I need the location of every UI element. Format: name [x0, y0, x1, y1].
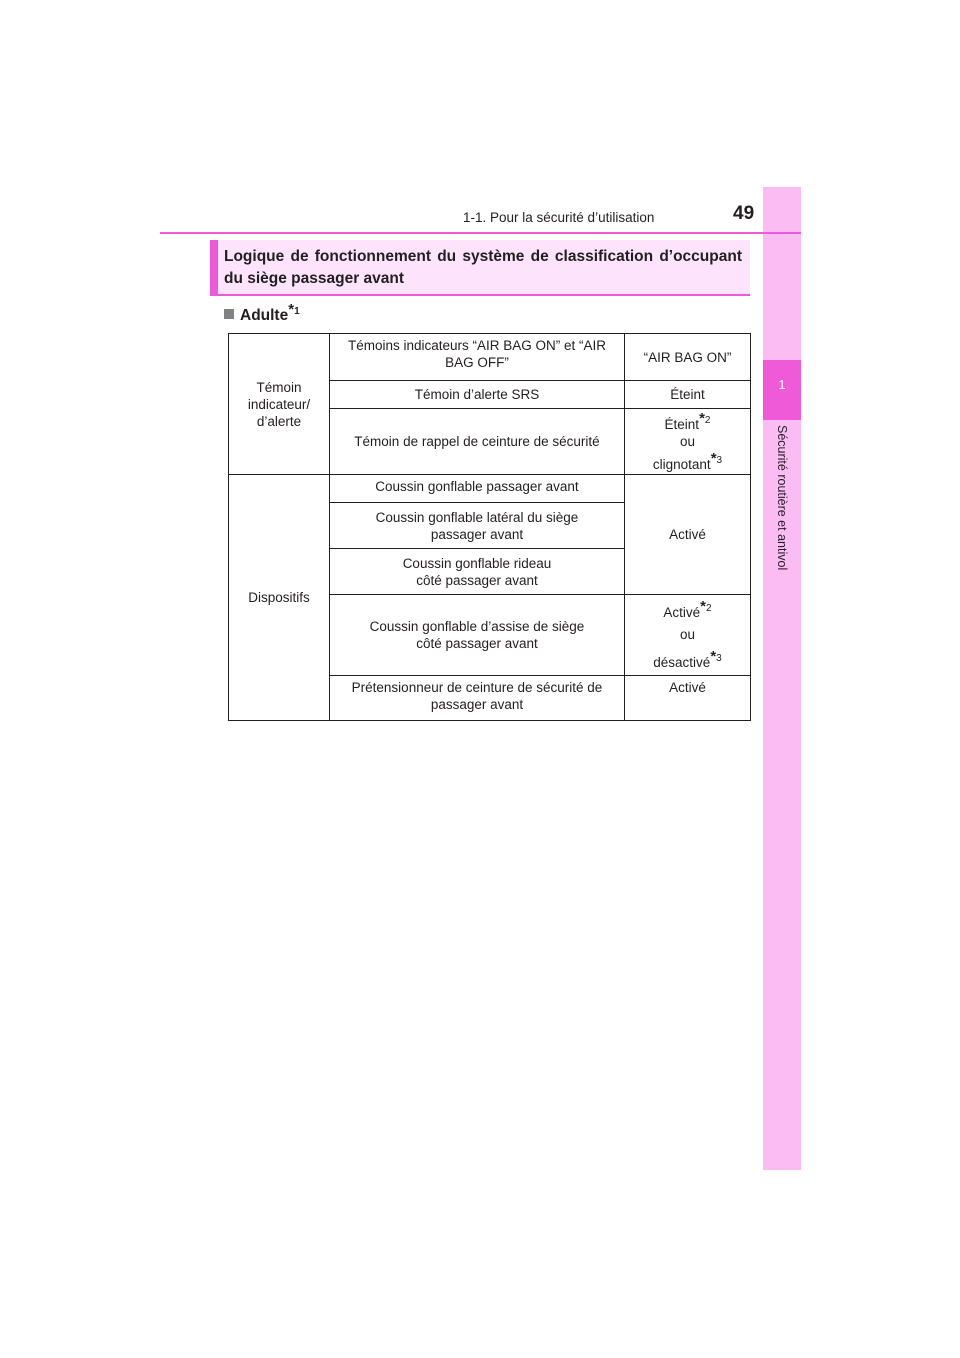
subheading-text: Adulte — [240, 307, 289, 325]
device-label-cell: Prétensionneur de ceinture de sécurité de passager avant — [330, 676, 625, 721]
occupant-classification-table — [228, 333, 751, 721]
device-label-cell: Coussin gonflable rideau côté passager avant — [330, 549, 625, 595]
asterisk-icon: * — [710, 450, 717, 467]
chapter-label: Sécurité routière et antivol — [775, 425, 789, 571]
device-value-cell — [625, 595, 751, 676]
value-text: Éteint — [664, 417, 700, 432]
subheading-footnote: 1 — [294, 306, 300, 317]
indicator-value-cell: “AIR BAG ON” — [625, 334, 751, 381]
indicator-label-cell: Témoin de rappel de ceinture de sécurité — [330, 409, 625, 475]
devices-group-cell: Dispositifs — [229, 475, 330, 721]
section-title-box — [210, 240, 750, 296]
value-text: Activé — [663, 605, 701, 620]
value-text: clignotant — [652, 457, 711, 472]
value-text: désactivé — [653, 655, 711, 670]
indicator-label-cell: Témoins indicateurs “AIR BAG ON” et “AIR BAG OFF” — [330, 334, 625, 381]
footnote-ref: 3 — [716, 455, 723, 466]
indicator-label-cell: Témoin d’alerte SRS — [330, 381, 625, 409]
airbags-value-cell: Activé — [625, 475, 751, 595]
footnote-ref: 3 — [716, 653, 722, 664]
indicator-value-cell: Éteint — [625, 381, 751, 409]
asterisk-icon: * — [699, 410, 705, 427]
asterisk-icon: * — [288, 301, 295, 318]
page-number: 49 — [733, 203, 755, 224]
header-divider — [160, 232, 801, 234]
or-text: ou — [679, 627, 696, 642]
chapter-side-tab — [763, 187, 801, 1170]
asterisk-icon: * — [700, 598, 707, 615]
header-section-title: 1-1. Pour la sécurité d’utilisation — [463, 210, 655, 225]
table-row — [229, 475, 751, 503]
device-value-cell: Activé — [625, 676, 751, 721]
device-label-cell: Coussin gonflable d’assise de siège côté passager avant — [330, 595, 625, 676]
device-label-cell: Coussin gonflable passager avant — [330, 475, 625, 503]
title-accent-bar — [210, 240, 218, 296]
section-title: Logique de fonctionnement du système de classification d’occupant du siège passager avant — [224, 248, 742, 287]
subheading — [224, 301, 300, 325]
asterisk-icon: * — [710, 648, 717, 665]
indicator-group-cell: Témoin indicateur/ d’alerte — [229, 334, 330, 475]
square-bullet-icon — [224, 309, 234, 319]
or-text: ou — [679, 434, 696, 449]
device-label-cell: Coussin gonflable latéral du siège passager avant — [330, 503, 625, 549]
chapter-number: 1 — [778, 377, 786, 392]
indicator-value-cell — [625, 409, 751, 475]
footnote-ref: 2 — [704, 415, 711, 426]
table-row — [229, 334, 751, 381]
footnote-ref: 2 — [706, 603, 712, 614]
